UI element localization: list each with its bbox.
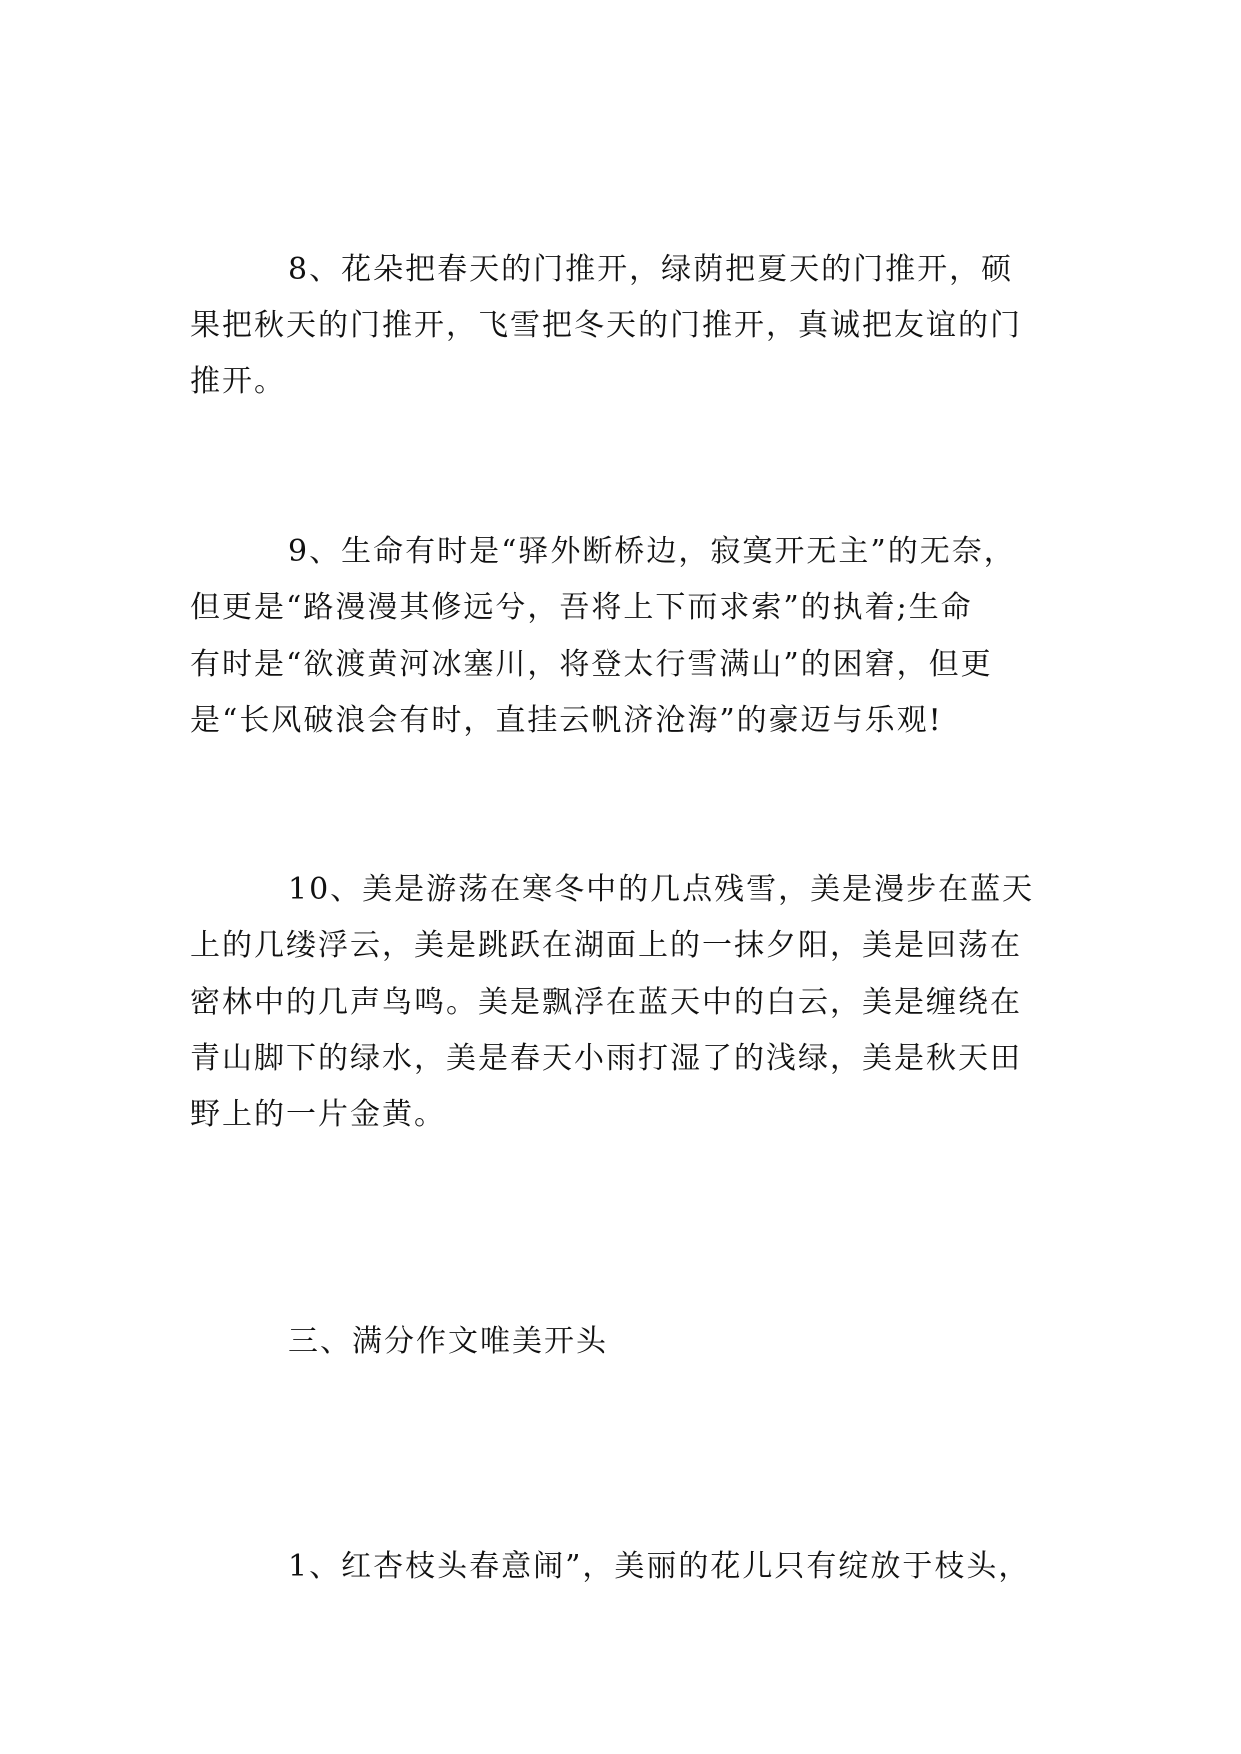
section-heading: 三、满分作文唯美开头: [288, 1324, 608, 1359]
paragraph-10-line-3: 密林中的几声鸟鸣。美是飘浮在蓝天中的白云，美是缠绕在: [190, 985, 1022, 1020]
paragraph-10-line-5: 野上的一片金黄。: [190, 1097, 446, 1132]
paragraph-10-line-2: 上的几缕浮云，美是跳跃在湖面上的一抹夕阳，美是回荡在: [190, 928, 1022, 963]
paragraph-9-line-4: 是“长风破浪会有时，直挂云帆济沧海”的豪迈与乐观!: [190, 703, 943, 738]
paragraph-9-line-2: 但更是“路漫漫其修远兮，吾将上下而求索”的执着;生命: [190, 590, 973, 625]
paragraph-1-line-1: 1、红杏枝头春意闹”，美丽的花儿只有绽放于枝头，: [288, 1549, 1031, 1584]
paragraph-9-line-1: 9、生命有时是“驿外断桥边，寂寞开无主”的无奈，: [288, 534, 1016, 569]
paragraph-9-line-3: 有时是“欲渡黄河冰塞川，将登太行雪满山”的困窘，但更: [190, 647, 993, 682]
paragraph-10-line-1: 10、美是游荡在寒冬中的几点残雪，美是漫步在蓝天: [288, 872, 1035, 907]
paragraph-8-line-1: 8、花朵把春天的门推开，绿荫把夏天的门推开，硕: [288, 252, 1014, 287]
paragraph-8-line-2: 果把秋天的门推开，飞雪把冬天的门推开，真诚把友谊的门: [190, 308, 1022, 343]
paragraph-10-line-4: 青山脚下的绿水，美是春天小雨打湿了的浅绿，美是秋天田: [190, 1041, 1022, 1076]
paragraph-8-line-3: 推开。: [190, 364, 286, 399]
